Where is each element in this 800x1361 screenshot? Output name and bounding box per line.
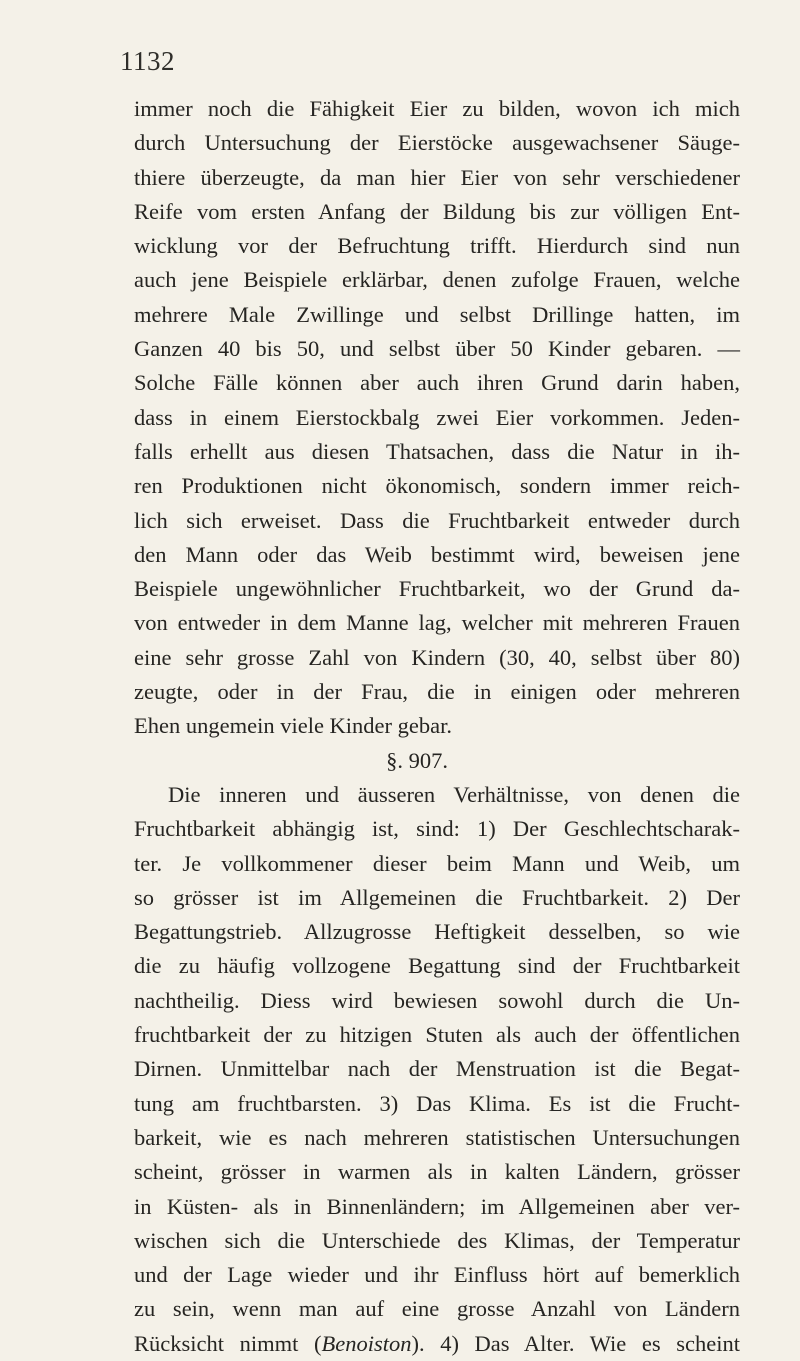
text-line: fruchtbarkeit der zu hitzigen Stuten als auch der öffentlichen bbox=[134, 1022, 740, 1048]
text-line: ter. Je vollkommener dieser beim Mann und Weib, um bbox=[134, 850, 740, 876]
text-line: so grösser ist im Allgemeinen die Fruchtbarkeit. 2) Der bbox=[134, 884, 740, 910]
text-line: Dirnen. Unmittelbar nach der Menstruation ist die Begat- bbox=[134, 1056, 740, 1082]
text-line: die zu häufig vollzogene Begattung sind der Fruchtbarkeit bbox=[134, 953, 740, 979]
text-line: Beispiele ungewöhnlicher Fruchtbarkeit, wo der Grund da- bbox=[134, 576, 740, 602]
text-line: eine sehr grosse Zahl von Kindern (30, 40, selbst über 80) bbox=[134, 644, 740, 670]
body-text bbox=[134, 92, 740, 1361]
text-line: durch Untersuchung der Eierstöcke ausgewachsener Säuge- bbox=[134, 130, 740, 156]
text-line: scheint, grösser in warmen als in kalten Ländern, grösser bbox=[134, 1159, 740, 1185]
text-line: nachtheilig. Diess wird bewiesen sowohl durch die Un- bbox=[134, 987, 740, 1013]
text-line: Fruchtbarkeit abhängig ist, sind: 1) Der Geschlechtscharak- bbox=[134, 816, 740, 842]
text-line: immer noch die Fähigkeit Eier zu bilden, wovon ich mich bbox=[134, 96, 740, 121]
text-line: dass in einem Eierstockbalg zwei Eier vorkommen. Jeden- bbox=[134, 404, 740, 430]
text-fragment: ). 4) Das Alter. Wie es scheint bbox=[411, 1330, 740, 1356]
author-citation: Benoiston bbox=[321, 1330, 412, 1356]
text-line: wicklung vor der Befruchtung trifft. Hierdurch sind nun bbox=[134, 233, 740, 259]
section-heading: §. 907. bbox=[386, 747, 448, 773]
text-fragment: Rücksicht nimmt ( bbox=[134, 1330, 322, 1356]
text-line: den Mann oder das Weib bestimmt wird, beweisen jene bbox=[134, 541, 740, 567]
text-line: Ganzen 40 bis 50, und selbst über 50 Kinder gebaren. — bbox=[134, 336, 740, 362]
text-line: ren Produktionen nicht ökonomisch, sondern immer reich- bbox=[134, 473, 740, 499]
text-line: thiere überzeugte, da man hier Eier von sehr verschiedener bbox=[134, 164, 740, 190]
text-line: auch jene Beispiele erklärbar, denen zufolge Frauen, welche bbox=[134, 267, 740, 293]
text-line: in Küsten- als in Binnenländern; im Allgemeinen aber ver- bbox=[134, 1193, 740, 1219]
text-line: zu sein, wenn man auf eine grosse Anzahl von Ländern bbox=[134, 1296, 740, 1322]
text-line: Reife vom ersten Anfang der Bildung bis zur völligen Ent- bbox=[134, 198, 740, 224]
text-line: tung am fruchtbarsten. 3) Das Klima. Es ist die Frucht- bbox=[134, 1090, 740, 1116]
text-line: wischen sich die Unterschiede des Klimas, der Temperatur bbox=[134, 1227, 740, 1253]
text-line: falls erhellt aus diesen Thatsachen, dass die Natur in ih- bbox=[134, 438, 740, 464]
text-line: mehrere Male Zwillinge und selbst Drillinge hatten, im bbox=[134, 301, 740, 327]
text-line: Ehen ungemein viele Kinder gebar. bbox=[134, 713, 453, 739]
text-line: von entweder in dem Manne lag, welcher mit mehreren Frauen bbox=[134, 610, 740, 636]
page-number: 1132 bbox=[120, 46, 175, 76]
text-line: Solche Fälle können aber auch ihren Grund darin haben, bbox=[134, 370, 740, 396]
text-line: zeugte, oder in der Frau, die in einigen oder mehreren bbox=[134, 679, 740, 705]
text-line: barkeit, wie es nach mehreren statistischen Untersuchungen bbox=[134, 1124, 740, 1150]
text-line: Begattungstrieb. Allzugrosse Heftigkeit desselben, so wie bbox=[134, 919, 740, 945]
text-line: Die inneren und äusseren Verhältnisse, von denen die bbox=[168, 781, 740, 807]
text-line: lich sich erweiset. Dass die Fruchtbarkeit entweder durch bbox=[134, 507, 740, 533]
text-line: und der Lage wieder und ihr Einfluss hört auf bemerklich bbox=[134, 1262, 740, 1288]
